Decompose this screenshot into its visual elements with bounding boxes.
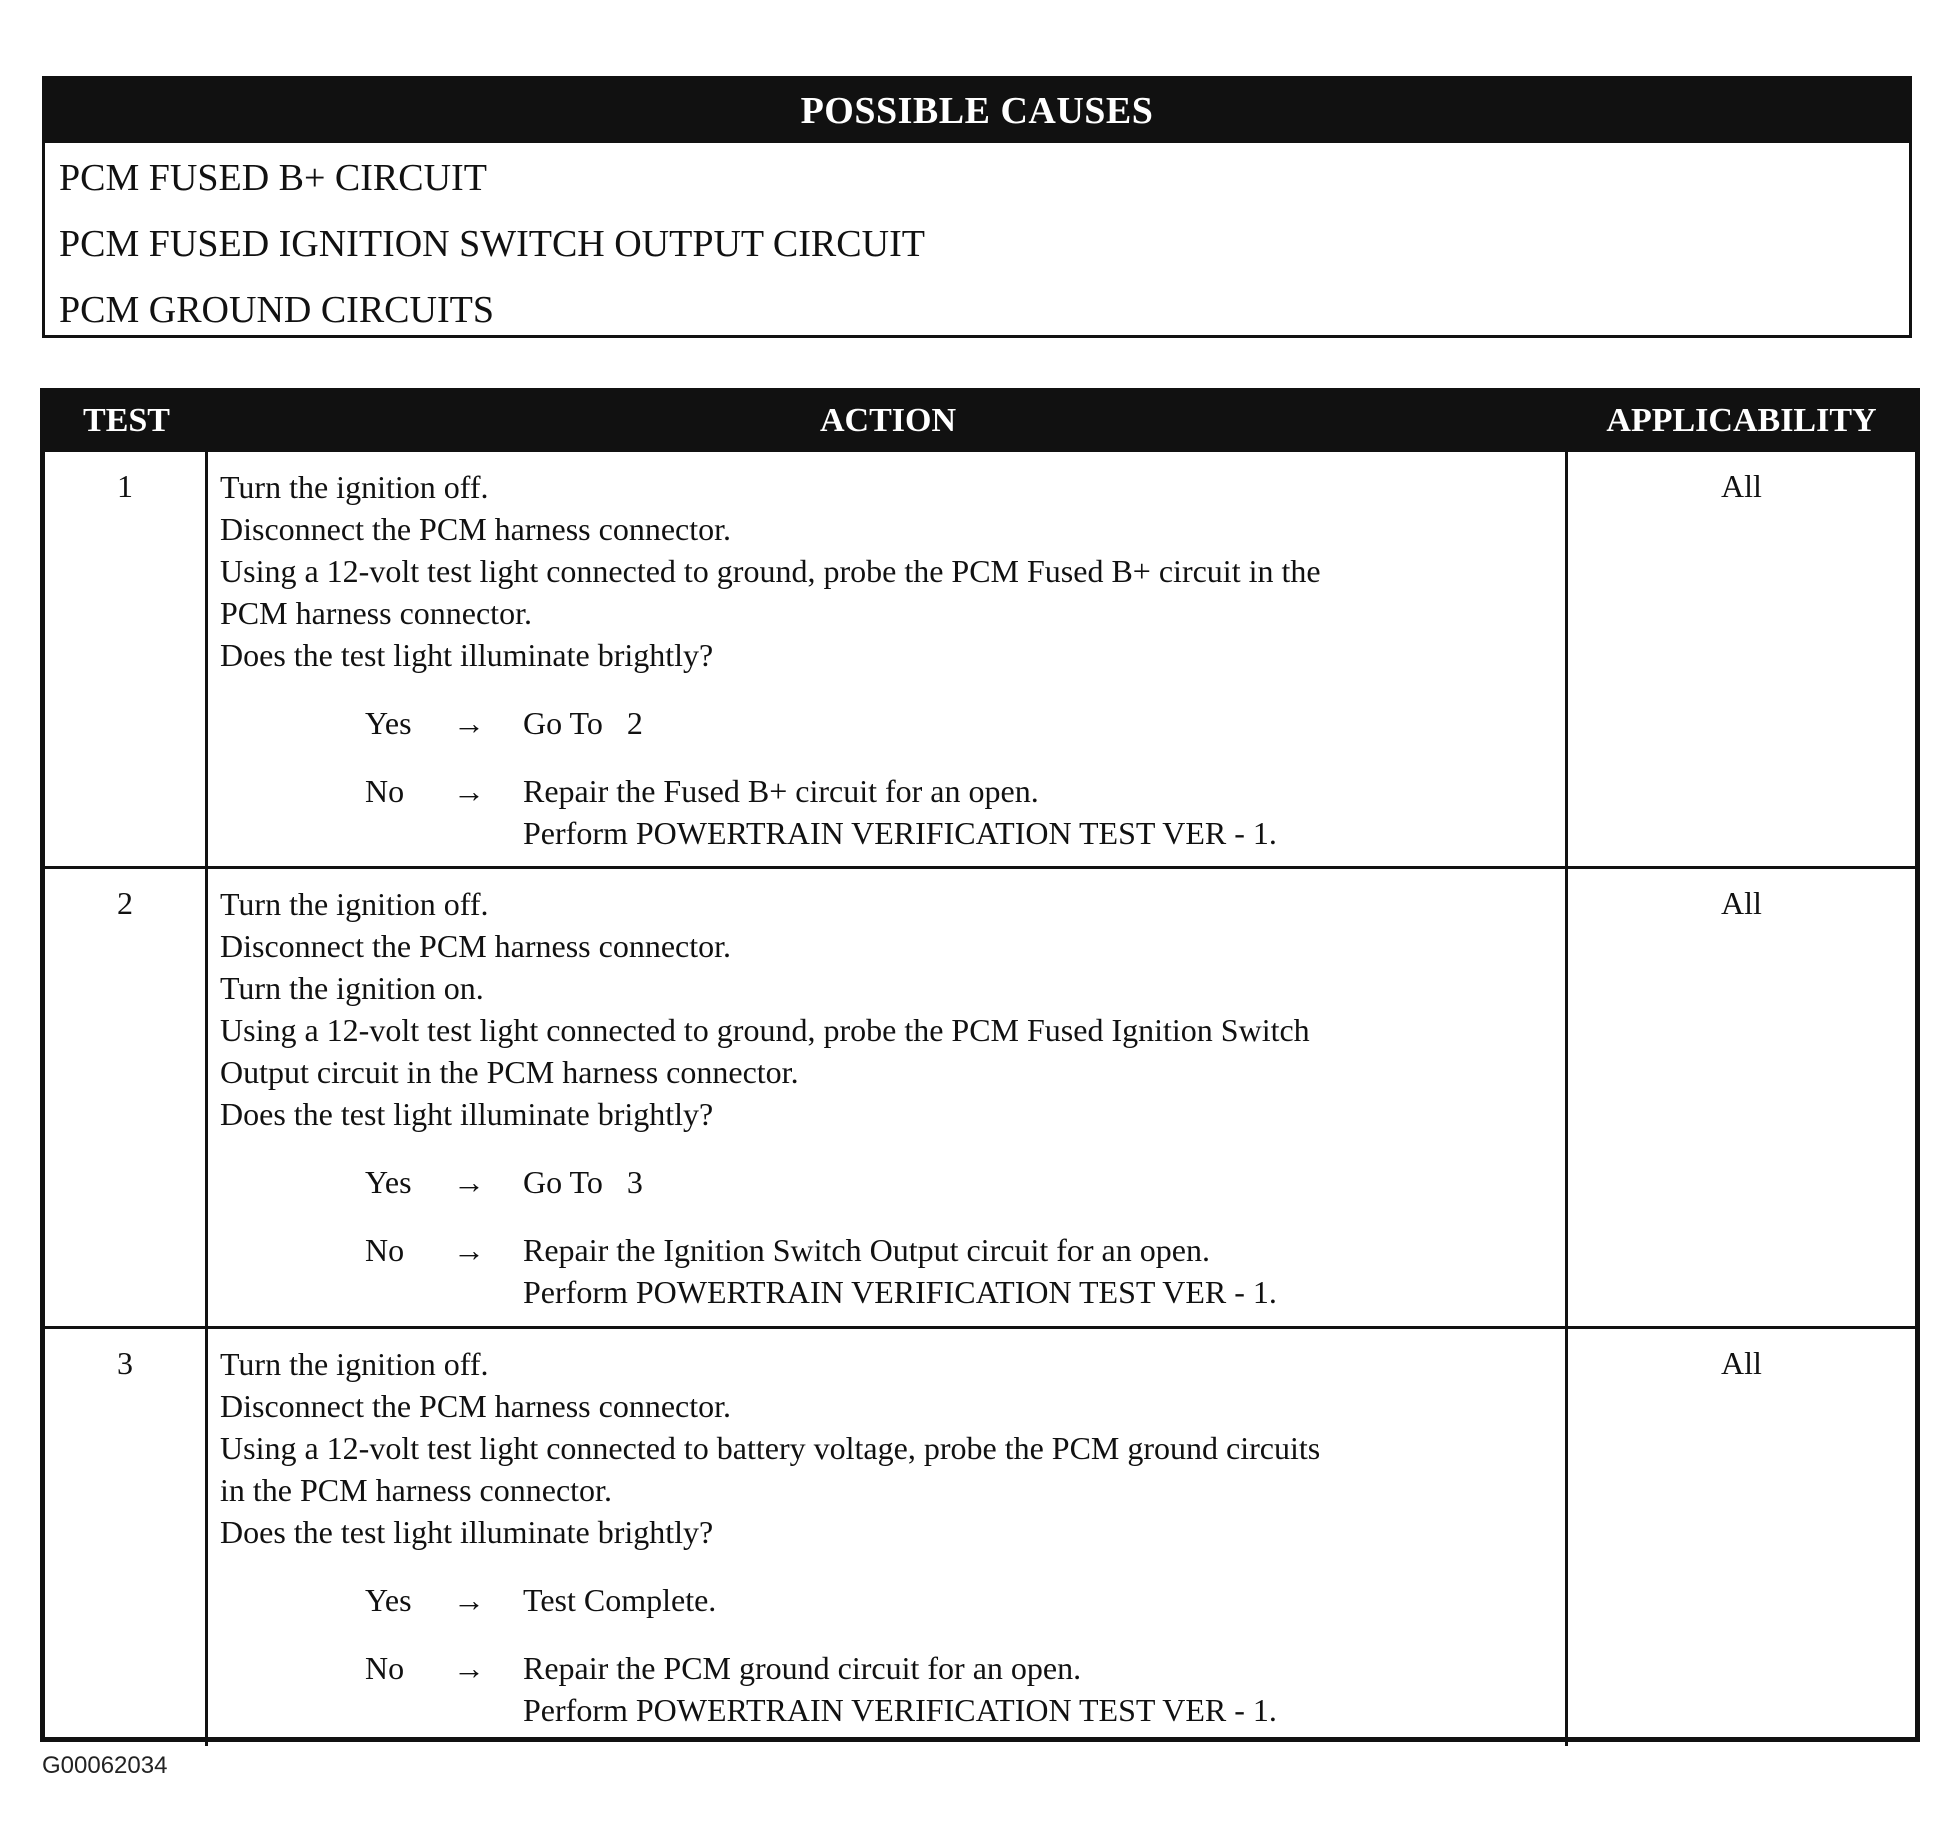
action-step: Using a 12-volt test light connected to battery voltage, probe the PCM ground circuits [220,1430,1321,1466]
arrow-right-icon: → [453,1582,485,1618]
action-step: Disconnect the PCM harness connector. [220,928,731,964]
yes-result [365,1161,1565,1203]
arrow-right-icon: → [453,1232,485,1268]
possible-causes-title: POSSIBLE CAUSES [45,79,1909,143]
outcome-line: Test Complete. [523,1582,717,1618]
test-number: 3 [45,1329,208,1746]
no-label: No [365,773,405,809]
action-step: Turn the ignition off. [220,469,489,505]
arrow-right-icon: → [453,773,485,809]
test-row [45,449,1915,866]
no-label: No [365,1650,405,1686]
arrow-right-icon: → [453,705,485,741]
action-step: Disconnect the PCM harness connector. [220,511,731,547]
test-row [45,1326,1915,1746]
yes-outcome [523,1579,1565,1621]
cause-item: PCM FUSED B+ CIRCUIT [59,157,487,199]
possible-causes-list [45,143,1909,343]
test-action [208,1329,1568,1746]
test-number: 1 [45,452,208,866]
no-outcome [523,770,1565,854]
header-action: ACTION [819,402,957,439]
no-result [365,1647,1565,1731]
action-step: Does the test light illuminate brightly? [220,1514,714,1550]
arrow-right-icon: → [453,1164,485,1200]
action-step: Turn the ignition off. [220,1346,489,1382]
test-applicability: All [1721,468,1762,504]
action-step: in the PCM harness connector. [220,1472,612,1508]
outcome-line: Perform POWERTRAIN VERIFICATION TEST VER - 1. [523,1274,1277,1310]
yes-outcome [523,1161,1565,1203]
no-outcome [523,1647,1565,1731]
outcome-line: Perform POWERTRAIN VERIFICATION TEST VER - 1. [523,1692,1277,1728]
header-applicability: APPLICABILITY [1606,402,1877,439]
no-result [365,1229,1565,1313]
cause-item: PCM FUSED IGNITION SWITCH OUTPUT CIRCUIT [59,223,925,265]
yes-label: Yes [365,1582,412,1618]
test-row [45,866,1915,1326]
test-table [40,388,1920,1742]
no-label: No [365,1232,405,1268]
test-applicability: All [1721,1345,1762,1381]
outcome-line: Repair the Ignition Switch Output circuit for an open. [523,1232,1210,1268]
yes-outcome [523,702,1565,744]
outcome-line: Go To 2 [523,705,643,741]
yes-result [365,1579,1565,1621]
yes-label: Yes [365,1164,412,1200]
action-step: Does the test light illuminate brightly? [220,1096,714,1132]
outcome-line: Perform POWERTRAIN VERIFICATION TEST VER - 1. [523,815,1277,851]
test-table-header [45,393,1915,449]
yes-label: Yes [365,705,412,741]
test-number: 2 [45,869,208,1326]
action-step: Using a 12-volt test light connected to ground, probe the PCM Fused Ignition Switch [220,1012,1310,1048]
test-action [208,452,1568,866]
test-applicability: All [1721,885,1762,921]
action-step: PCM harness connector. [220,595,532,631]
outcome-line: Repair the PCM ground circuit for an open. [523,1650,1082,1686]
test-action [208,869,1568,1326]
action-step: Disconnect the PCM harness connector. [220,1388,731,1424]
action-step: Turn the ignition on. [220,970,484,1006]
possible-causes-box [42,76,1912,338]
arrow-right-icon: → [453,1650,485,1686]
figure-id: G00062034 [42,1752,168,1779]
yes-result [365,702,1565,744]
action-step: Using a 12-volt test light connected to ground, probe the PCM Fused B+ circuit in the [220,553,1321,589]
cause-item: PCM GROUND CIRCUITS [59,289,494,331]
action-step: Output circuit in the PCM harness connector. [220,1054,799,1090]
no-result [365,770,1565,854]
header-test: TEST [83,402,170,439]
action-step: Turn the ignition off. [220,886,489,922]
outcome-line: Repair the Fused B+ circuit for an open. [523,773,1039,809]
action-step: Does the test light illuminate brightly? [220,637,714,673]
no-outcome [523,1229,1565,1313]
outcome-line: Go To 3 [523,1164,643,1200]
